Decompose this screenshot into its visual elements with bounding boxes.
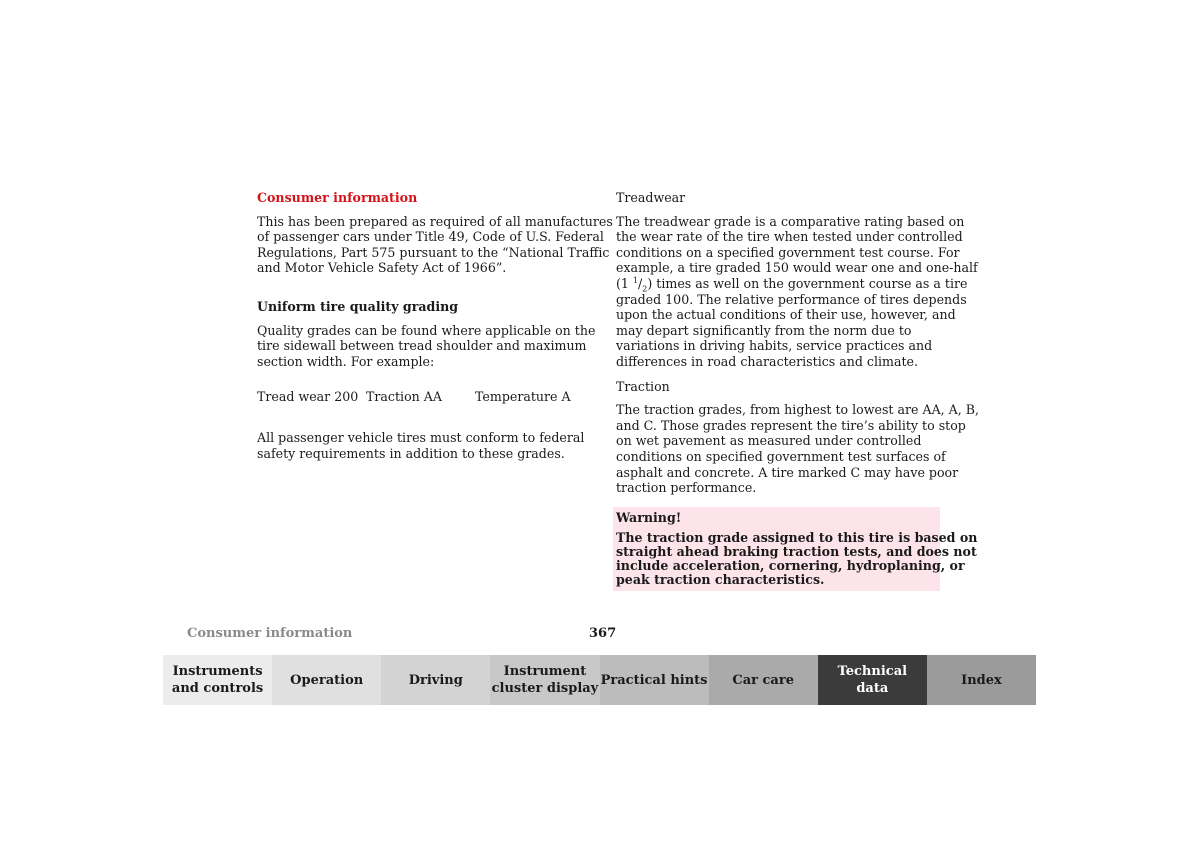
text-line: conditions on specified government test surfaces of bbox=[616, 448, 946, 464]
text-line: of passenger cars under Title 49, Code of U.S. Federal bbox=[257, 229, 604, 245]
text-line: safety requirements in addition to these grades. bbox=[257, 445, 565, 461]
nav-tab-practical-hints[interactable] bbox=[600, 655, 709, 705]
text-line: differences in road characteristics and climate. bbox=[616, 353, 919, 369]
text-line: section width. For example: bbox=[257, 353, 435, 369]
traction-heading: Traction bbox=[616, 378, 670, 394]
text-line: Quality grades can be found where applicable on the bbox=[257, 322, 596, 338]
nav-tab-technical-data[interactable] bbox=[818, 655, 927, 705]
text-line: traction performance. bbox=[616, 480, 757, 496]
text-line: and Motor Vehicle Safety Act of 1966”. bbox=[257, 260, 507, 276]
conform-paragraph bbox=[257, 430, 587, 461]
section-title: Consumer information bbox=[257, 190, 418, 205]
fraction-suffix: ) times as well on the government course as a tire bbox=[647, 275, 968, 291]
nav-tab-label: Practical hints bbox=[600, 672, 708, 688]
grading-paragraph bbox=[257, 322, 596, 370]
nav-tab-label: Instrument cluster display bbox=[491, 664, 599, 696]
nav-tab-label: Operation bbox=[290, 672, 364, 688]
left-column bbox=[257, 190, 613, 462]
nav-tab-operation[interactable] bbox=[272, 655, 381, 705]
treadwear-heading: Treadwear bbox=[616, 190, 686, 205]
footer-section-title: Consumer information bbox=[187, 626, 353, 641]
warning-line: include acceleration, cornering, hydroplaning, or bbox=[616, 558, 965, 574]
text-line: may depart significantly from the norm due to bbox=[616, 322, 912, 338]
nav-tab-driving[interactable] bbox=[381, 655, 490, 705]
text-line: and C. Those grades represent the tire’s ability to stop bbox=[616, 417, 966, 433]
text-line: upon the actual conditions of their use, however, and bbox=[616, 307, 956, 323]
text-line: tire sidewall between tread shoulder and maximum bbox=[257, 338, 587, 354]
text-line: The treadwear grade is a comparative rating based on bbox=[616, 213, 965, 229]
fraction-numerator: 1 bbox=[632, 275, 639, 285]
nav-tab-car-care[interactable] bbox=[709, 655, 818, 705]
chapter-navigation bbox=[163, 655, 1036, 705]
treadwear-paragraph bbox=[616, 213, 978, 370]
example-treadwear: Tread wear 200 bbox=[257, 389, 359, 405]
fraction-denominator: 2 bbox=[642, 284, 648, 294]
grade-example bbox=[257, 389, 587, 405]
nav-tab-instrument-cluster-display[interactable] bbox=[490, 655, 599, 705]
text-line: the wear rate of the tire when tested under controlled bbox=[616, 229, 963, 245]
warning-line: The traction grade assigned to this tire is based on bbox=[616, 530, 978, 546]
text-line: conditions on a specified government test course. For bbox=[616, 244, 960, 260]
traction-paragraph bbox=[616, 402, 980, 496]
text-line: All passenger vehicle tires must conform to federal bbox=[257, 430, 585, 446]
warning-box bbox=[613, 507, 978, 592]
subheading: Uniform tire quality grading bbox=[257, 298, 459, 314]
text-line: example, a tire graded 150 would wear one and one-half bbox=[616, 260, 978, 276]
nav-tab-index[interactable] bbox=[927, 655, 1036, 705]
nav-tab-label: Car care bbox=[732, 672, 794, 688]
text-line: graded 100. The relative performance of tires depends bbox=[616, 291, 967, 307]
text-line: Regulations, Part 575 pursuant to the “National Traffic bbox=[257, 244, 610, 260]
nav-tab-label: Technical data bbox=[837, 664, 908, 696]
text-line: on wet pavement as measured under controlled bbox=[616, 433, 922, 449]
warning-line: straight ahead braking traction tests, and does not bbox=[616, 544, 977, 560]
fraction-prefix: (1 bbox=[616, 275, 633, 291]
fraction-line: (1 $^1/_2$) times as well on the government course as a tire bbox=[616, 275, 968, 294]
warning-line: peak traction characteristics. bbox=[616, 572, 825, 588]
intro-paragraph bbox=[257, 213, 613, 276]
right-column bbox=[616, 190, 980, 591]
warning-title: Warning! bbox=[616, 509, 682, 525]
nav-tab-label: Instruments and controls bbox=[171, 664, 264, 696]
text-line: asphalt and concrete. A tire marked C may have poor bbox=[616, 464, 959, 480]
example-traction: Traction AA bbox=[366, 389, 442, 405]
page-number: 367 bbox=[589, 626, 617, 641]
example-temperature: Temperature A bbox=[475, 389, 571, 405]
text-line: The traction grades, from highest to lowest are AA, A, B, bbox=[616, 402, 980, 418]
nav-tab-instruments-and-controls[interactable] bbox=[163, 655, 272, 705]
nav-tab-label: Driving bbox=[408, 672, 463, 688]
text-line: This has been prepared as required of all manufactures bbox=[257, 213, 613, 229]
text-line: variations in driving habits, service practices and bbox=[616, 338, 933, 354]
nav-tab-label: Index bbox=[961, 672, 1002, 688]
